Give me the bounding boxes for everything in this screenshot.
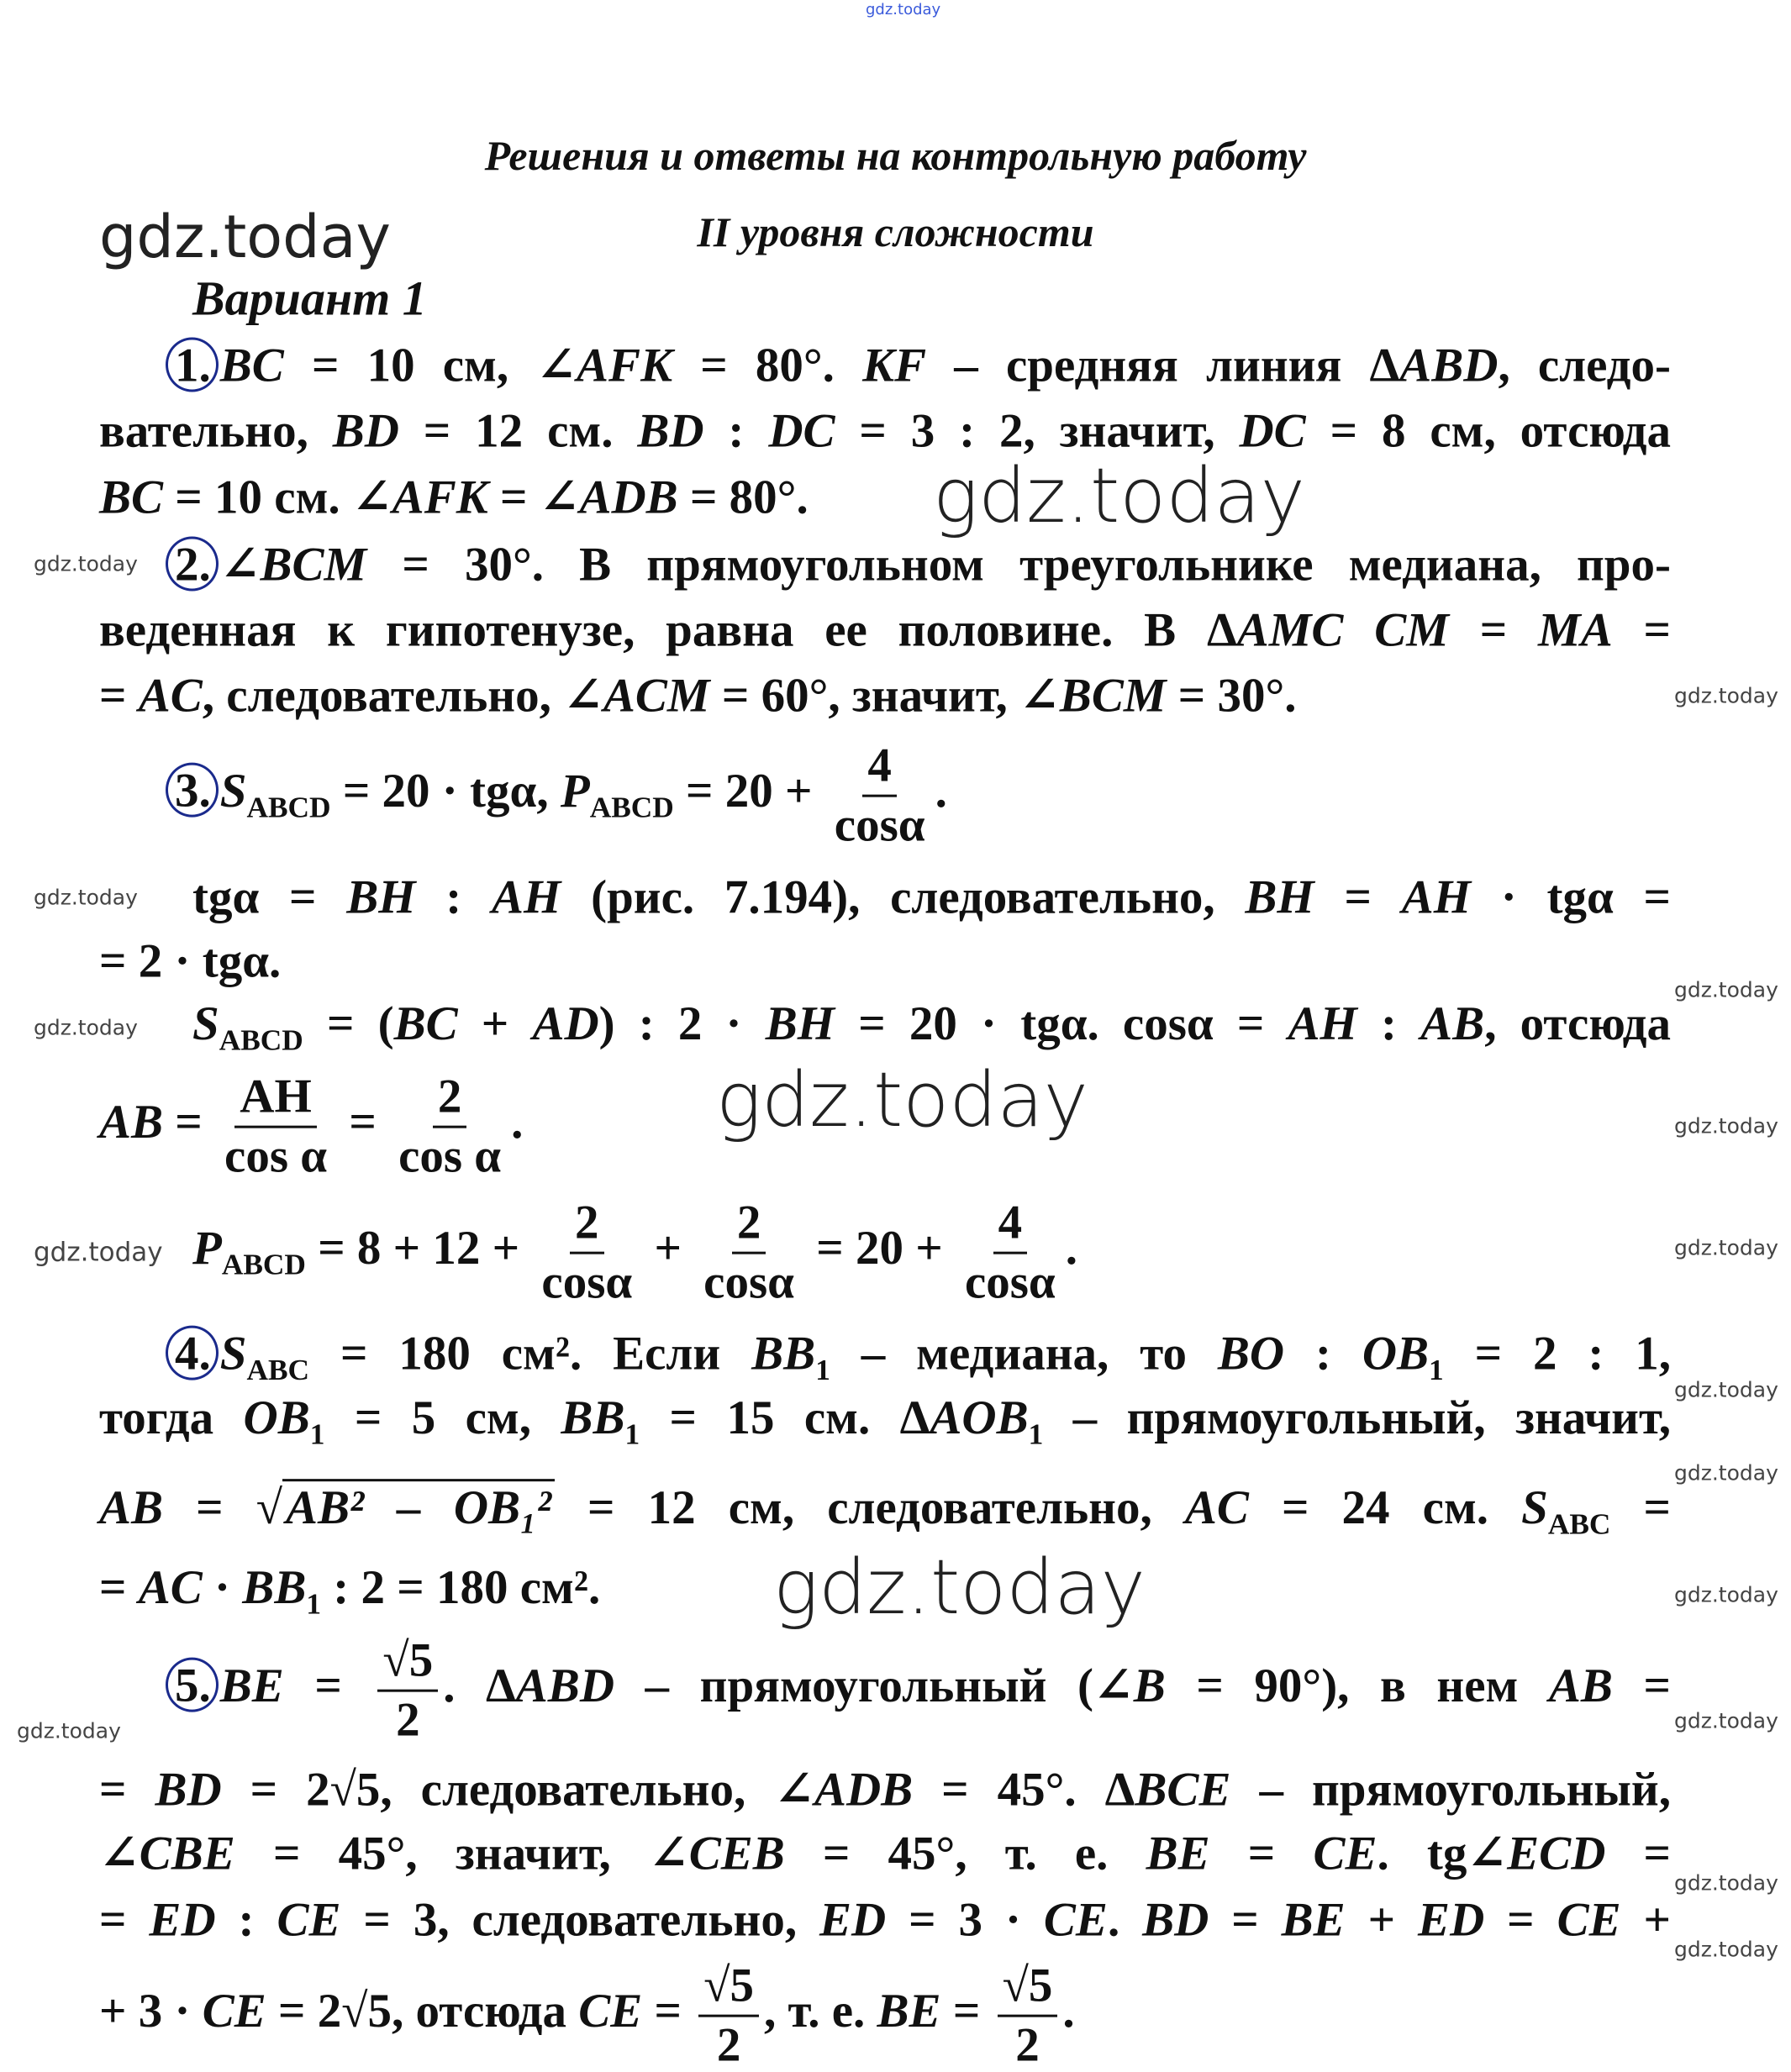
fraction-denominator: cosα <box>964 1255 1056 1309</box>
fraction-numerator: √5 <box>698 1961 759 2017</box>
text-segment: вательно, <box>99 404 333 458</box>
text-line <box>99 1763 1672 1817</box>
problem-number: 4. <box>166 1326 219 1380</box>
text-segment: = 180 см². Если <box>309 1327 752 1380</box>
text-segment: веденная к гипотенузе, равна ее половине. В Δ <box>99 603 1237 657</box>
text-segment: = <box>642 1985 694 2038</box>
math-variable: B <box>1133 1659 1166 1713</box>
text-line <box>166 1633 1671 1747</box>
text-segment: = ∠ <box>487 471 580 524</box>
text-segment: = <box>283 1659 373 1713</box>
fraction-numerator: AH <box>234 1072 317 1128</box>
text-segment: = <box>1610 1481 1671 1535</box>
text-line <box>99 934 1671 988</box>
text-segment: = 20 · tgα. cosα = <box>835 997 1288 1051</box>
watermark-text: gdz.today <box>34 1237 163 1268</box>
text-segment: = <box>940 1985 993 2038</box>
text-segment: . tg∠ <box>1377 1827 1508 1880</box>
text-segment: = 30°. <box>1166 669 1297 723</box>
math-variable: S <box>219 765 247 818</box>
math-variable: S <box>219 1327 247 1380</box>
watermark-text: gdz.today <box>1674 1937 1778 1962</box>
text-line <box>166 1326 1671 1386</box>
math-variable: KF <box>862 339 927 392</box>
document-subtitle: II уровня сложности <box>697 208 1094 255</box>
text-segment: тогда <box>99 1391 244 1445</box>
fraction-numerator: 2 <box>570 1198 604 1254</box>
fraction-numerator: 2 <box>732 1198 766 1254</box>
math-variable: ABD <box>1399 339 1499 392</box>
fraction <box>960 1198 1061 1308</box>
math-variable: ABD <box>515 1659 614 1713</box>
fraction-denominator: cosα <box>834 798 925 852</box>
watermark-text: gdz.today <box>99 202 391 271</box>
text-line <box>192 1198 1671 1308</box>
text-segment: = 5 см, <box>324 1391 561 1445</box>
text-segment: + <box>1345 1893 1419 1947</box>
text-segment: = 20 + <box>803 1222 955 1275</box>
fraction-denominator: 2 <box>1015 2018 1040 2072</box>
watermark-text: gdz.today <box>1674 1377 1778 1402</box>
fraction <box>698 1198 799 1308</box>
math-variable: BB <box>561 1391 625 1445</box>
fraction-numerator: 4 <box>993 1198 1028 1254</box>
watermark-text: gdz.today <box>933 452 1305 540</box>
text-segment: = <box>1605 1827 1672 1880</box>
watermark-text: gdz.today <box>1674 1113 1778 1139</box>
math-variable: CE <box>277 1893 341 1947</box>
math-variable: CE <box>1043 1893 1108 1947</box>
problem-number: 3. <box>166 763 219 818</box>
watermark-text: gdz.today <box>34 1015 138 1040</box>
math-variable: BCE <box>1135 1763 1231 1817</box>
watermark-text: gdz.today <box>1674 683 1778 708</box>
text-segment: = 80°. <box>672 339 863 392</box>
fraction-denominator: 2 <box>716 2018 741 2072</box>
fraction <box>536 1198 637 1308</box>
subscript: 1 <box>624 1417 640 1451</box>
watermark-text: gdz.today <box>34 885 138 910</box>
text-segment: : <box>1356 997 1421 1051</box>
fraction-denominator: cosα <box>703 1255 794 1309</box>
text-segment: = 3 : 2, значит, <box>835 404 1240 458</box>
math-variable: ED <box>149 1893 216 1947</box>
text-segment: = 10 см, ∠ <box>283 339 577 392</box>
math-variable: DC <box>1239 404 1306 458</box>
subscript: 1 <box>309 1417 325 1451</box>
text-line <box>99 1827 1672 1880</box>
text-line <box>192 997 1671 1057</box>
text-segment: tgα = <box>192 870 347 924</box>
math-variable: CE <box>1557 1893 1621 1947</box>
text-segment: = 24 см. <box>1248 1481 1522 1535</box>
math-variable: AH <box>492 870 561 924</box>
text-segment: : <box>703 404 769 458</box>
text-segment: + <box>1620 1893 1672 1947</box>
text-segment: – средняя линия Δ <box>926 339 1400 392</box>
radical-sign: √ <box>255 1481 283 1535</box>
math-variable: AC <box>1184 1481 1249 1535</box>
math-variable: BE <box>1281 1893 1346 1947</box>
math-variable: BE <box>219 1659 284 1713</box>
text-segment: = <box>99 669 139 723</box>
radicand: AB² – OB₁² <box>282 1479 555 1534</box>
subscript: 1 <box>1429 1354 1444 1387</box>
text-line <box>99 1893 1672 1947</box>
watermark-text: gdz.today <box>17 1718 121 1743</box>
text-segment: = 20 · tgα, <box>330 765 561 818</box>
math-variable: BD <box>637 404 704 458</box>
math-variable: CE <box>578 1985 643 2038</box>
text-line <box>99 669 1671 723</box>
math-variable: AH <box>1401 870 1472 924</box>
math-variable: S <box>1521 1481 1548 1535</box>
subscript: 1 <box>1028 1417 1044 1451</box>
text-segment: = 80°. <box>677 471 809 524</box>
text-segment: = 30°. В прямоугольном треугольнике медиана, про- <box>366 538 1671 592</box>
math-variable: AOB <box>930 1391 1029 1445</box>
text-segment: ∠ <box>219 538 261 592</box>
math-variable: BB <box>242 1561 307 1615</box>
math-variable: P <box>192 1222 222 1275</box>
text-segment: = 15 см. Δ <box>640 1391 930 1445</box>
watermark-text: gdz.today <box>1674 1708 1778 1733</box>
text-line <box>192 870 1671 924</box>
math-variable: BH <box>1245 870 1314 924</box>
math-variable: CBE <box>139 1827 235 1880</box>
text-line <box>99 471 1671 524</box>
math-variable: BC <box>99 471 164 524</box>
text-segment: = 12 см, следовательно, <box>554 1481 1185 1535</box>
text-line <box>166 338 1671 392</box>
math-variable: BB <box>751 1327 816 1380</box>
text-line <box>166 741 1671 851</box>
math-variable: AB <box>99 1096 164 1149</box>
subscript: ABCD <box>221 1248 306 1281</box>
text-segment: : 2 = 180 см². <box>321 1561 601 1615</box>
text-segment: = <box>1209 1827 1314 1880</box>
math-variable: ADB <box>814 1763 914 1817</box>
watermark-text: gdz.today <box>1674 1870 1778 1896</box>
watermark-text: gdz.today <box>866 1 941 18</box>
text-segment: = ( <box>303 997 394 1051</box>
fraction <box>698 1961 759 2071</box>
text-line <box>99 1391 1671 1451</box>
problem-number: 1. <box>166 338 219 392</box>
math-variable: BD <box>1142 1893 1209 1947</box>
math-variable: CM <box>1374 603 1449 657</box>
watermark-text: gdz.today <box>773 1543 1146 1632</box>
text-segment: = <box>337 1096 389 1149</box>
math-variable: P <box>560 765 590 818</box>
math-variable: BCM <box>1059 669 1167 723</box>
text-segment: : <box>415 870 493 924</box>
text-segment: , следо- <box>1498 339 1671 392</box>
math-variable: OB <box>243 1391 310 1445</box>
math-variable: AH <box>1288 997 1357 1051</box>
text-segment: = <box>1484 1893 1557 1947</box>
text-segment: = 45°, значит, ∠ <box>234 1827 689 1880</box>
problem-number: 5. <box>166 1658 219 1712</box>
math-variable: CEB <box>688 1827 785 1880</box>
fraction-numerator: 4 <box>862 741 897 797</box>
text-segment: , т. е. <box>764 1985 877 2038</box>
text-segment: + <box>457 997 533 1051</box>
text-segment: – прямоугольный, значит, <box>1043 1391 1671 1445</box>
fraction <box>830 741 930 851</box>
text-segment: = 2√5, следовательно, ∠ <box>221 1763 814 1817</box>
math-variable: S <box>192 997 219 1051</box>
text-segment: . <box>1107 1893 1143 1947</box>
text-segment: = <box>99 1893 150 1947</box>
text-segment: – прямоугольный (∠ <box>614 1659 1134 1713</box>
text-line <box>99 1481 1671 1541</box>
text-segment: = 8 + 12 + <box>305 1222 532 1275</box>
text-segment: = <box>1448 603 1539 657</box>
text-segment: = 8 см, отсюда <box>1305 404 1671 458</box>
text-segment: : <box>1284 1327 1362 1380</box>
text-segment: = 90°), в нем <box>1165 1659 1549 1713</box>
text-segment: , отсюда <box>1484 997 1671 1051</box>
watermark-text: gdz.today <box>34 551 138 576</box>
fraction-denominator: 2 <box>396 1693 420 1747</box>
text-segment: – медиана, то <box>830 1327 1218 1380</box>
fraction-numerator: √5 <box>377 1636 438 1692</box>
text-segment: · <box>202 1561 243 1615</box>
text-segment: = 3 · <box>886 1893 1044 1947</box>
text-segment: = 45°, т. е. <box>784 1827 1146 1880</box>
text-line <box>166 537 1671 592</box>
text-segment: = <box>99 1763 155 1817</box>
text-segment: . <box>935 765 947 818</box>
math-variable: AFK <box>392 471 488 524</box>
subscript: ABC <box>1547 1507 1611 1541</box>
math-variable: AB <box>99 1481 164 1535</box>
math-variable: AC <box>138 669 203 723</box>
text-segment: (рис. 7.194), следовательно, <box>561 870 1246 924</box>
text-segment: : <box>215 1893 277 1947</box>
subscript: 1 <box>815 1354 830 1387</box>
text-segment: . Δ <box>443 1659 516 1713</box>
math-variable: ECD <box>1507 1827 1606 1880</box>
text-segment: . <box>511 1096 524 1149</box>
subscript: ABCD <box>219 1023 303 1057</box>
text-line <box>99 404 1671 458</box>
subscript: ABC <box>246 1354 310 1387</box>
fraction <box>219 1072 332 1182</box>
text-segment: = 45°. Δ <box>913 1763 1135 1817</box>
text-segment: = 20 + <box>673 765 824 818</box>
math-variable: BH <box>346 870 416 924</box>
text-segment: ) : 2 · <box>598 997 766 1051</box>
fraction-denominator: cosα <box>541 1255 633 1309</box>
math-variable: BO <box>1217 1327 1285 1380</box>
text-segment: = 3, следовательно, <box>340 1893 819 1947</box>
subscript: 1 <box>306 1587 322 1621</box>
math-variable: ED <box>819 1893 887 1947</box>
text-segment: – прямоугольный, <box>1230 1763 1672 1817</box>
math-variable: ACM <box>603 669 710 723</box>
text-segment: = <box>1314 870 1402 924</box>
subscript: ABCD <box>589 791 674 824</box>
math-variable: BH <box>765 997 835 1051</box>
fraction-numerator: 2 <box>433 1072 467 1128</box>
math-variable: AB <box>1548 1659 1613 1713</box>
text-line <box>99 1961 1671 2071</box>
text-segment: . <box>1065 1222 1077 1275</box>
math-variable: BE <box>877 1985 941 2038</box>
text-segment: + <box>642 1222 694 1275</box>
watermark-text: gdz.today <box>1674 1235 1778 1260</box>
text-segment: = 2√5, отсюда <box>266 1985 579 2038</box>
math-variable: AC <box>138 1561 203 1615</box>
math-variable: BE <box>1146 1827 1210 1880</box>
math-variable: AMC <box>1236 603 1344 657</box>
math-variable: CE <box>202 1985 266 2038</box>
math-variable: AFK <box>577 339 673 392</box>
text-segment: + 3 · <box>99 1985 203 2038</box>
watermark-text: gdz.today <box>1674 1460 1778 1486</box>
text-segment: = 12 см. <box>398 404 638 458</box>
text-segment: , следовательно, ∠ <box>202 669 603 723</box>
math-variable: AD <box>532 997 599 1051</box>
math-variable: OB <box>1362 1327 1430 1380</box>
math-variable: BC <box>393 997 458 1051</box>
fraction <box>393 1072 506 1182</box>
text-segment: = <box>1612 603 1672 657</box>
variant-heading: Вариант 1 <box>192 271 427 326</box>
math-variable: ED <box>1418 1893 1485 1947</box>
math-variable: AB <box>1420 997 1485 1051</box>
document-title: Решения и ответы на контрольную работу <box>484 132 1307 179</box>
fraction <box>377 1633 438 1747</box>
text-segment: = <box>1209 1893 1282 1947</box>
math-variable: CE <box>1313 1827 1377 1880</box>
text-segment: = <box>163 1096 215 1149</box>
fraction-denominator: cos α <box>398 1129 502 1183</box>
math-variable: MA <box>1538 603 1613 657</box>
subscript: ABCD <box>246 791 331 824</box>
watermark-text: gdz.today <box>1674 977 1778 1002</box>
math-variable: BCM <box>260 538 367 592</box>
math-variable: BC <box>219 339 284 392</box>
math-variable: BD <box>155 1763 222 1817</box>
math-variable: ADB <box>579 471 678 524</box>
text-segment: · tgα = <box>1471 870 1671 924</box>
text-segment: ∠ <box>99 1827 140 1880</box>
text-line <box>99 603 1672 657</box>
square-root <box>256 1479 555 1534</box>
text-segment: = 10 см. ∠ <box>163 471 392 524</box>
fraction-denominator: cos α <box>224 1129 328 1183</box>
math-variable: DC <box>768 404 835 458</box>
text-segment: = <box>99 1561 139 1615</box>
math-variable: BD <box>332 404 399 458</box>
text-segment: = <box>1612 1659 1671 1713</box>
text-segment <box>1343 604 1374 657</box>
text-segment: . <box>1062 1985 1075 2038</box>
fraction <box>998 1961 1058 2071</box>
watermark-text: gdz.today <box>1674 1582 1778 1607</box>
text-segment: = 60°, значит, ∠ <box>709 669 1060 723</box>
problem-number: 2. <box>166 537 219 592</box>
text-segment: = <box>163 1481 256 1535</box>
watermark-text: gdz.today <box>716 1056 1088 1144</box>
fraction-numerator: √5 <box>998 1961 1058 2017</box>
text-segment: = 2 · tgα. <box>99 934 282 988</box>
text-segment: = 2 : 1, <box>1443 1327 1672 1380</box>
